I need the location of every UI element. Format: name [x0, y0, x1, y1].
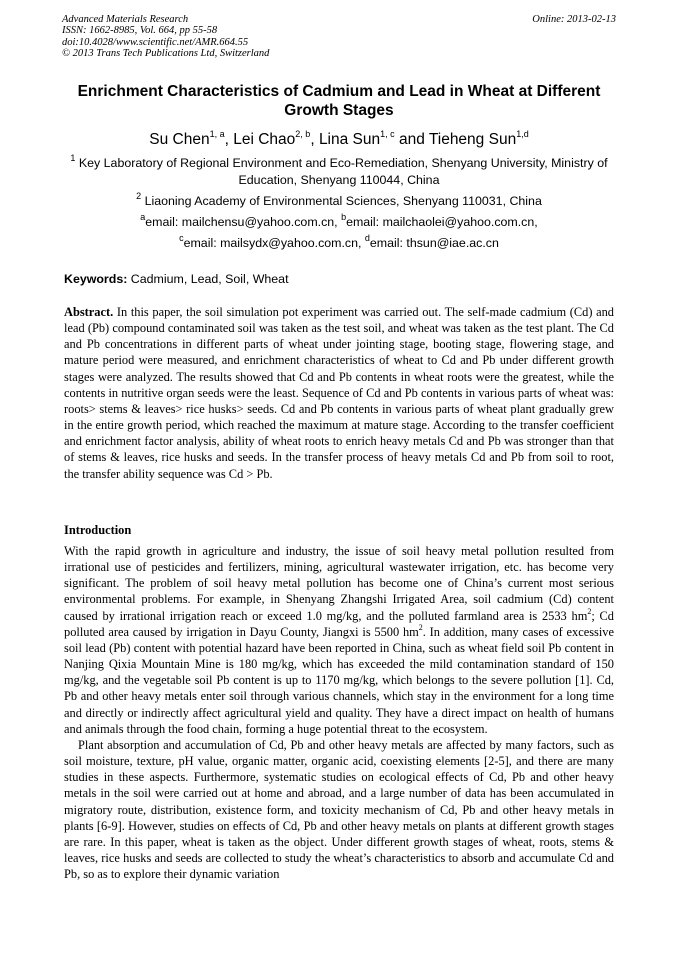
online-date: Online: 2013-02-13: [532, 14, 616, 25]
author-sup: 1, c: [380, 128, 395, 139]
author-name: Su Chen: [149, 131, 210, 148]
abstract-label: Abstract.: [64, 305, 114, 319]
email-link[interactable]: email: mailsydx@yahoo.com.cn,: [183, 236, 365, 250]
email-line-1: [62, 211, 616, 231]
doi-line: doi:10.4028/www.scientific.net/AMR.664.55: [62, 36, 249, 48]
affiliation-number: 1: [70, 152, 76, 163]
author-name: Tieheng Sun: [428, 131, 517, 148]
author-sup: 1,d: [516, 128, 529, 139]
intro-paragraph-2: Plant absorption and accumulation of Cd, Pb and other heavy metals are affected by many factors, such as soil moisture, texture, pH value, organic matter, organic acid, coexisting elements [2-5], and there are many studies in these aspects. Furthermore, systematic studies on ecological effects of Cd, Pb and other heavy metals in the soil were carried out at home and abroad, and a large number of data has been accumulated in migratory route, distribution, existence form, and toxicity mechanism of Cd, Pb and other heavy metals in plants [6-9]. However, studies on effects of Cd, Pb and other heavy metals on plants at different growth stages are rare. In this paper, wheat is taken as the object. Under different growth stages of wheat, roots, stems & leaves, rice husks and seeds are collected to study the wheat’s characteristics to absorb and accumulate Cd and Pb, so as to explore their dynamic variation: [64, 737, 614, 882]
author-sep: and: [394, 131, 429, 148]
author-list: [62, 130, 616, 150]
keywords-label: Keywords:: [64, 272, 128, 286]
email-sup: a: [140, 211, 146, 222]
paper-title: [62, 82, 616, 120]
author-sep: ,: [224, 131, 234, 148]
affiliation-text: Key Laboratory of Regional Environment and Eco-Remediation, Shenyang University, Ministry of: [75, 156, 608, 170]
intro-text: ; Cd polluted area caused by irrigation in Dayu County, Jiangxi is 5500 hm: [64, 608, 614, 639]
email-link[interactable]: email: thsun@iae.ac.cn: [369, 236, 499, 250]
affiliation-1: [62, 152, 616, 188]
superscript: 2: [587, 606, 592, 616]
title-line-1: Enrichment Characteristics of Cadmium and Lead in Wheat at Different: [77, 83, 601, 100]
email-sup: b: [341, 211, 347, 222]
copyright-line: © 2013 Trans Tech Publications Ltd, Switzerland: [62, 47, 270, 59]
journal-name: Advanced Materials Research: [62, 14, 189, 25]
author-sup: 1, a: [209, 128, 225, 139]
affiliation-number: 2: [136, 190, 142, 201]
affiliation-2: [62, 190, 616, 210]
title-line-2: Growth Stages: [284, 102, 394, 119]
intro-text: With the rapid growth in agriculture and industry, the issue of soil heavy metal pollution resulted from irrational use of pesticides and fertilizers, mining, agricultural wastewater irrigation, etc. has become very significant. The problem of soil heavy metal pollution has become one of China’s current most serious environmental problems. For example, in Shenyang Zhangshi Irrigated Area, soil cadmium (Cd) content caused by irrational irrigation reach or exceed 1.0 mg/kg, and the polluted farmland area is 2533 hm: [64, 544, 614, 623]
author-sup: 2, b: [295, 128, 311, 139]
email-sup: c: [179, 232, 184, 243]
keywords: [64, 271, 618, 287]
intro-text: . In addition, many cases of excessive soil lead (Pb) content with potential hazard have been reported in China, such as wheat field soil Pb content in Nanjing Qixia Mountain Mine is 180 mg/kg, which has exceeded the mild contamination standard of 150 mg/kg, and the vegetable soil Pb content is up to 1170 mg/kg, which belongs to the severe pollution [1]. Cd, Pb and other heavy metals enter soil through various channels, which stay in the environment for a long time and directly or indirectly affect agricultural yield and quality. They have a direct impact on health of humans and animals through the food chain, forming a huge potential threat to the ecosystem.: [64, 624, 614, 736]
affiliation-text: Education, Shenyang 110044, China: [238, 172, 440, 187]
author-name: Lei Chao: [233, 131, 296, 148]
introduction-body: [64, 543, 614, 882]
abstract-text: In this paper, the soil simulation pot experiment was carried out. The self-made cadmium (Cd) and lead (Pb) compound contaminated soil was taken as the test soil, and wheat was taken as the test plant. The Cd and Pb concentrations in different parts of wheat under jointing stage, booting stage, flowering stage, and mature period were measured, and enrichment characteristics of wheat to Cd and Pb under different growth stages were analyzed. The results showed that Cd and Pb contents in wheat roots were the greatest, while the contents in nutritive organ seeds were the least. Sequence of Cd and Pb contents in various parts of wheat was: roots> stems & leaves> rice husks> seeds. Cd and Pb contents in various parts of wheat plant gradually grew in the entire growth period, which reached the maximum at mature stage. According to the transfer coefficient and enrichment factor analysis, ability of wheat roots to enrich heavy metals Cd and Pb was stronger than that of stems & leaves, rice husks and seeds. In the transfer process of heavy metals Cd and Pb from soil to root, the transfer ability sequence was Cd > Pb.: [64, 305, 614, 481]
superscript: 2: [418, 622, 423, 632]
author-name: Lina Sun: [318, 131, 381, 148]
keywords-text: Cadmium, Lead, Soil, Wheat: [127, 272, 289, 286]
email-link[interactable]: email: mailchensu@yahoo.com.cn,: [145, 215, 342, 229]
author-sep: ,: [310, 131, 319, 148]
email-sup: d: [364, 232, 370, 243]
intro-paragraph-1: [64, 543, 614, 737]
email-link[interactable]: email: mailchaolei@yahoo.com.cn,: [346, 215, 538, 229]
journal-header: [62, 14, 616, 59]
section-heading-introduction: Introduction: [64, 523, 132, 537]
abstract: [64, 304, 614, 482]
email-line-2: [62, 232, 616, 252]
affiliation-text: Liaoning Academy of Environmental Sciences, Shenyang 110031, China: [141, 194, 542, 208]
issn-line: ISSN: 1662-8985, Vol. 664, pp 55-58: [62, 25, 218, 37]
